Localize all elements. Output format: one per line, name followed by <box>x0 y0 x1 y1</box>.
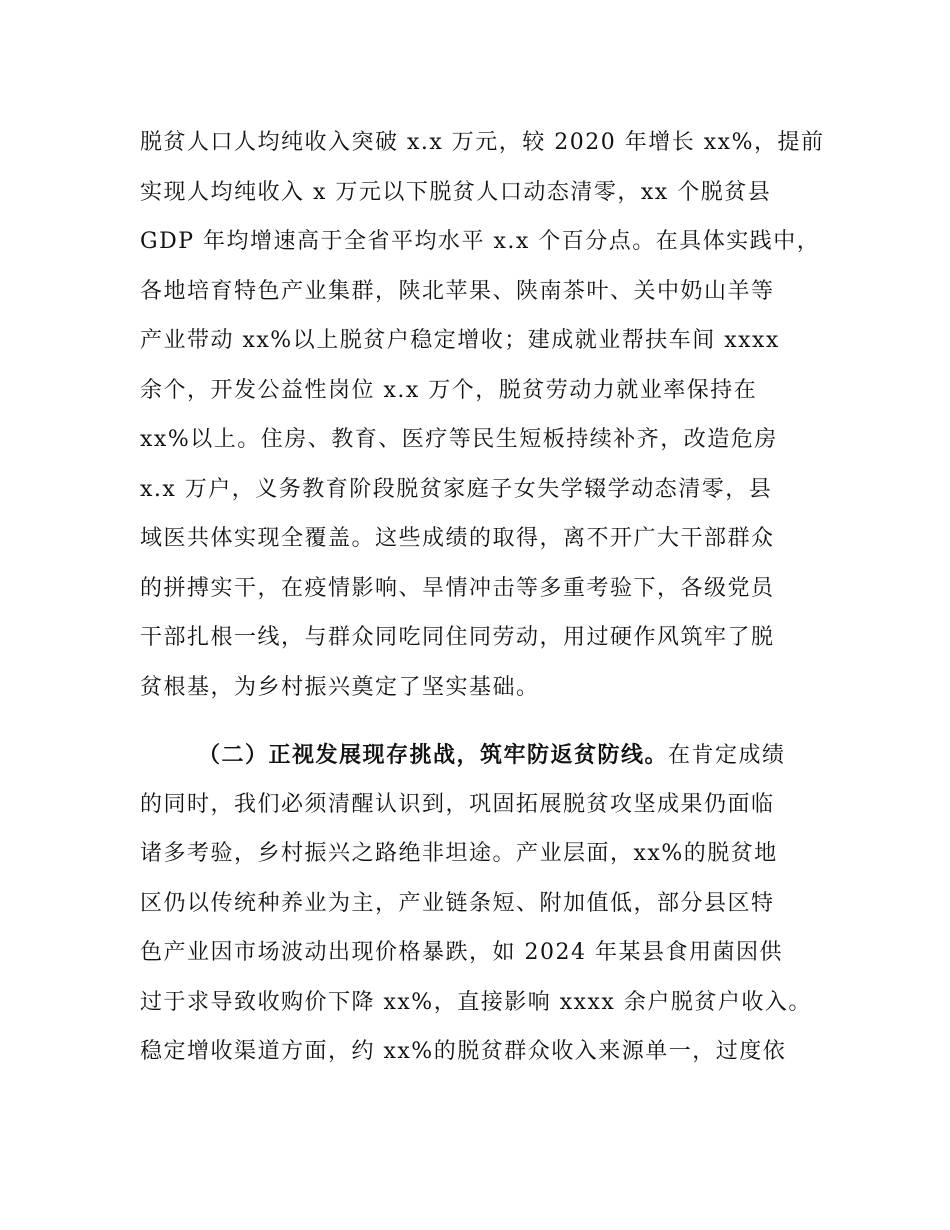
paragraph2-first-line <box>198 740 878 771</box>
paragraph1-line-4: 各地培育特色产业集群，陕北苹果、陕南茶叶、关中奶山羊等 <box>140 279 775 304</box>
paragraph2-line-7: 稳定增收渠道方面，约 xx%的脱贫群众收入来源单一，过度依 <box>140 1039 787 1064</box>
paragraph1-line-2: 实现人均纯收入 x 万元以下脱贫人口动态清零，xx 个脱贫县 <box>140 180 772 205</box>
paragraph1-line-9: 域医共体实现全覆盖。这些成绩的取得，离不开广大干部群众 <box>140 526 775 551</box>
paragraph1-line-1: 脱贫人口人均纯收入突破 x.x 万元，较 2020 年增长 xx%，提前 <box>140 130 825 155</box>
paragraph2-line-2: 的同时，我们必须清醒认识到，巩固拓展脱贫攻坚成果仍面临 <box>140 792 775 817</box>
paragraph1-line-10: 的拼搏实干，在疫情影响、旱情冲击等多重考验下，各级党员 <box>140 576 775 601</box>
paragraph2-line-5: 色产业因市场波动出现价格暴跌，如 2024 年某县食用菌因供 <box>140 940 783 965</box>
paragraph2-line-6: 过于求导致收购价下降 xx%，直接影响 xxxx 余户脱贫户收入。 <box>140 990 812 1015</box>
paragraph1-line-7: xx%以上。住房、教育、医疗等民生短板持续补齐，改造危房 <box>140 427 778 452</box>
paragraph1-line-3: GDP 年均增速高于全省平均水平 x.x 个百分点。在具体实践中， <box>140 229 821 254</box>
paragraph2-first-line-rest: 在肯定成绩 <box>668 743 786 768</box>
paragraph1-line-5: 产业带动 xx%以上脱贫户稳定增收；建成就业帮扶车间 xxxx <box>140 328 780 353</box>
paragraph1-line-11: 干部扎根一线，与群众同吃同住同劳动，用过硬作风筑牢了脱 <box>140 625 775 650</box>
paragraph2-line-4: 区仍以传统种养业为主，产业链条短、附加值低，部分县区特 <box>140 891 775 916</box>
paragraph1-line-8: x.x 万户，义务教育阶段脱贫家庭子女失学辍学动态清零，县 <box>140 477 773 502</box>
paragraph1-line-6: 余个，开发公益性岗位 x.x 万个，脱贫劳动力就业率保持在 <box>140 378 758 403</box>
paragraph1-line-12: 贫根基，为乡村振兴奠定了坚实基础。 <box>140 675 540 700</box>
section-heading: （二）正视发展现存挑战，筑牢防返贫防线。 <box>198 742 669 768</box>
paragraph2-line-3: 诸多考验，乡村振兴之路绝非坦途。产业层面，xx%的脱贫地 <box>140 841 778 866</box>
